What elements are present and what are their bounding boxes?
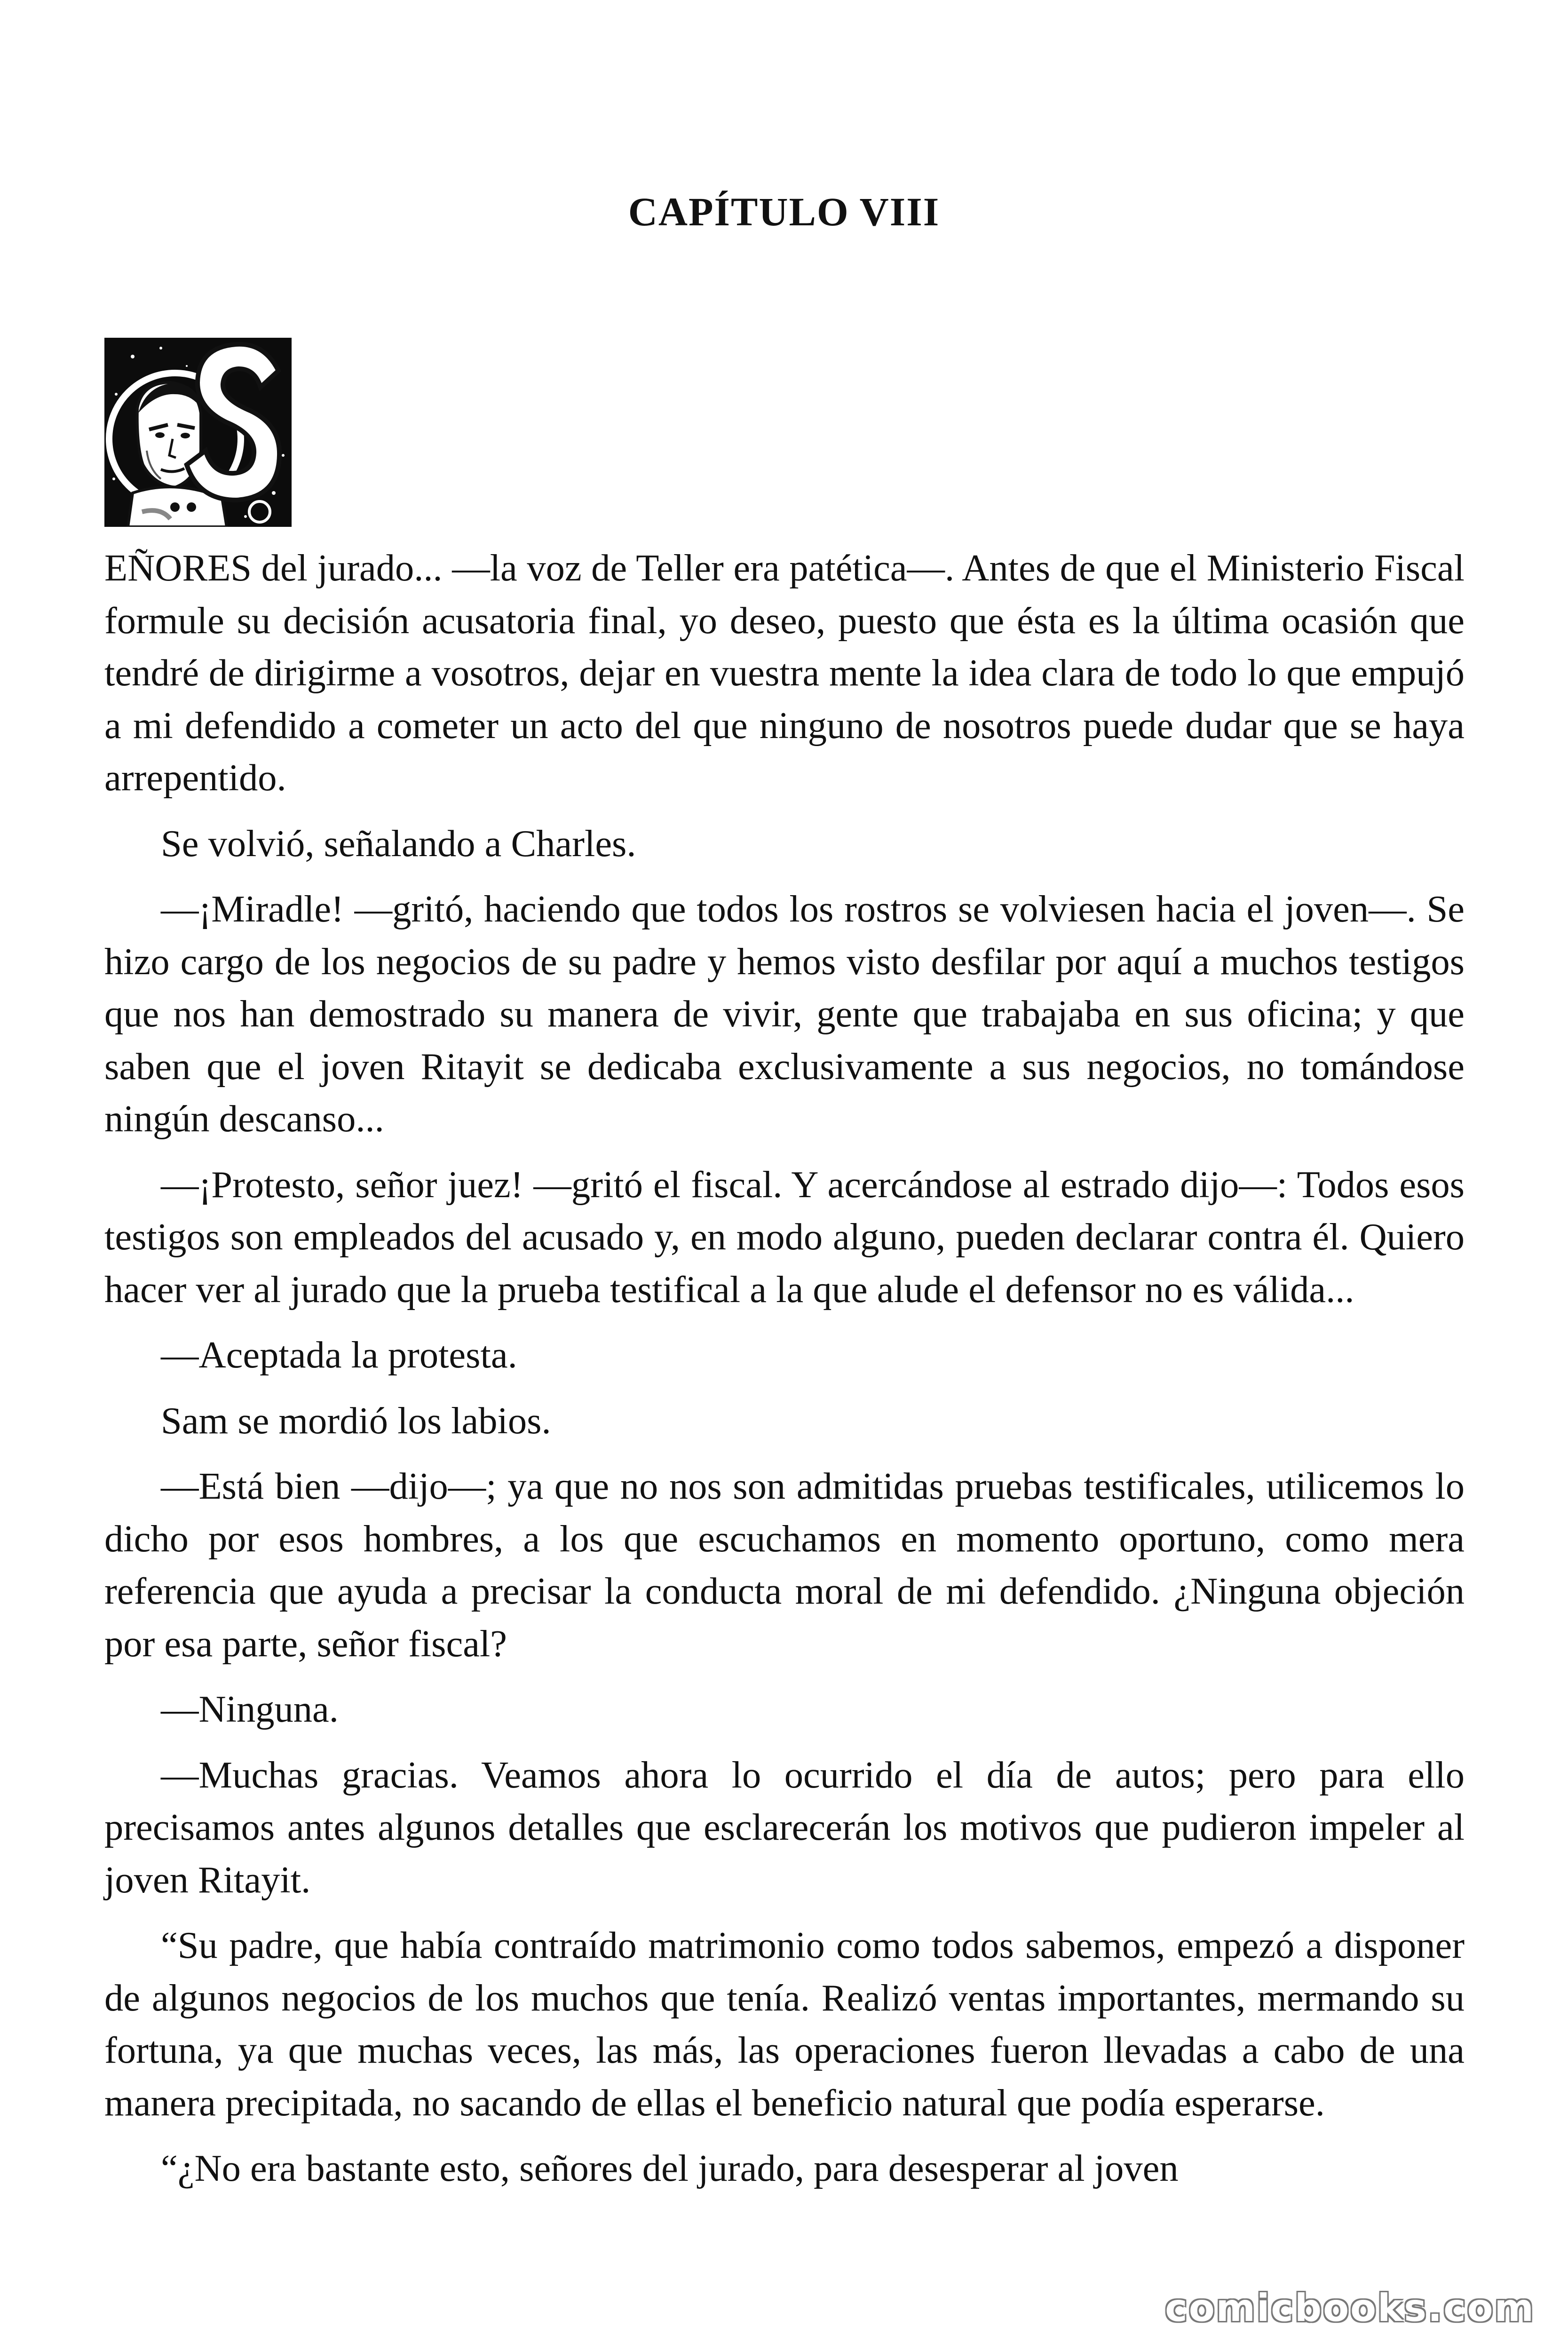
paragraph: Sam se mordió los labios. [161, 1399, 551, 1442]
drop-cap-illustration [104, 338, 292, 527]
paragraph: —¡Protesto, señor juez! —gritó el fiscal. Y acercándose al estrado dijo—: Todos esos testigos son empleados del acusado y, en modo alguno, pueden declarar contra él. Quiero hacer ver al jurado que la prueba testifical a la que alude el defensor no es válida... [104, 1163, 1465, 1311]
paragraph: —Ninguna. [161, 1688, 339, 1730]
paragraph: “¿No era bastante esto, señores del jurado, para desesperar al joven [161, 2147, 1179, 2189]
paragraph: “Su padre, que había contraído matrimonio como todos sabemos, empezó a disponer de algunos negocios de los muchos que tenía. Realizó ventas importantes, mermando su fortuna, ya que muchas veces, las más, las operaciones fueron llevadas a cabo de una manera precipitada, no sacando de ellas el beneficio natural que podía esperarse. [104, 1924, 1465, 2124]
watermark: comicbooks.com [1165, 2286, 1535, 2330]
chapter-title: CAPÍTULO VIII [628, 189, 940, 234]
paragraph: EÑORES del jurado... —la voz de Teller era patética—. Antes de que el Ministerio Fiscal formule su decisión acusatoria final, yo deseo, puesto que ésta es la última ocasión que tendré de dirigirme a vosotros, dejar en vuestra mente la idea clara de todo lo que empujó a mi defendido a cometer un acto del que ninguno de nosotros puede dudar que se haya arrepentido. [104, 547, 1465, 799]
paragraph: —Muchas gracias. Veamos ahora lo ocurrido el día de autos; pero para ello precisamos antes algunos detalles que esclarecerán los motivos que pudieron impeler al joven Ritayit. [104, 1754, 1465, 1901]
paragraph: —Está bien —dijo—; ya que no nos son admitidas pruebas testificales, utilicemos lo dicho por esos hombres, a los que escuchamos en momento oportuno, como mera referencia que ayuda a precisar la conducta moral de mi defendido. ¿Ninguna objeción por esa parte, señor fiscal? [104, 1465, 1465, 1665]
body-text [104, 542, 1465, 2208]
paragraph: Se volvió, señalando a Charles. [161, 822, 636, 865]
drop-cap-s-with-astronaut [104, 338, 292, 527]
paragraph: —¡Miradle! —gritó, haciendo que todos los rostros se volviesen hacia el joven—. Se hizo cargo de los negocios de su padre y hemos visto desfilar por aquí a muchos testigos que nos han demostrado su manera de vivir, gente que trabajaba en sus oficina; y que saben que el joven Ritayit se dedicaba exclusivamente a sus negocios, no tomándose ningún descanso... [104, 888, 1465, 1140]
paragraph: —Aceptada la protesta. [161, 1334, 517, 1376]
